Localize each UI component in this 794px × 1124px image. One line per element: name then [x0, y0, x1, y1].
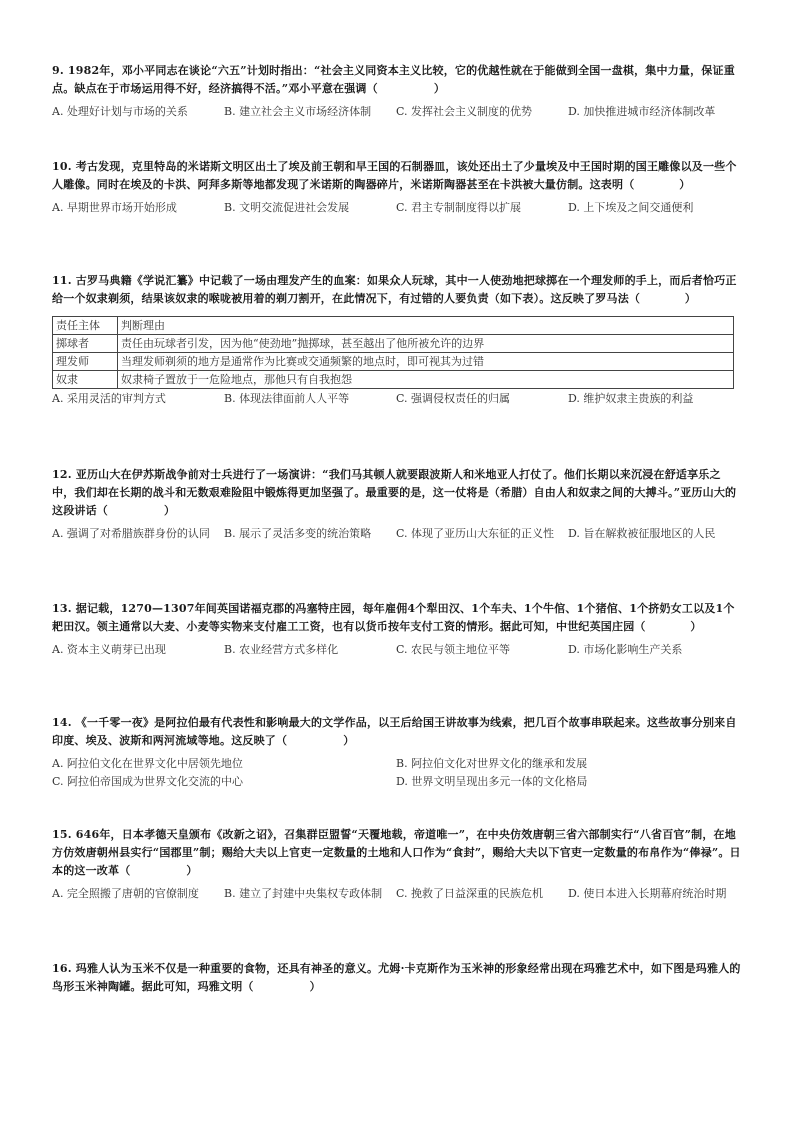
option-c[interactable]: C. 君主专制制度得以扩展	[396, 201, 522, 214]
question-16	[52, 960, 742, 996]
question-10	[52, 158, 742, 216]
table-row	[53, 353, 734, 371]
question-stem: 9. 1982年，邓小平同志在谈论“六五”计划时指出：“社会主义同资本主义比较，它的优越性就在于能做到全国一盘棋，集中力量，保证重点。缺点在于市场运用得不好，经济搞得不活。”邓小平意在强调（ ）	[52, 64, 735, 95]
question-11	[52, 272, 742, 407]
question-9	[52, 62, 742, 120]
option-a[interactable]: A. 采用灵活的审判方式	[52, 392, 166, 405]
question-15	[52, 826, 742, 902]
table-cell: 奴隶椅子置放于一危险地点，那他只有自我抱怨	[118, 371, 734, 389]
option-a[interactable]: A. 早期世界市场开始形成	[52, 201, 177, 214]
table-cell: 当理发师剃须的地方是通常作为比赛或交通频繁的地点时，即可视其为过错	[118, 353, 734, 371]
option-d[interactable]: D. 使日本进入长期幕府统治时期	[568, 887, 727, 900]
question-stem: 12. 亚历山大在伊苏斯战争前对士兵进行了一场演讲：“我们马其顿人就要跟波斯人和米地亚人打仗了。他们长期以来沉浸在舒适享乐之中，我们却在长期的战斗和无数艰难险阻中锻炼得更加坚强了。最重要的是，这一仗将是（希腊）自由人和奴隶之间的大搏斗。”亚历山大的这段讲话（ ）	[52, 468, 737, 517]
question-13	[52, 600, 742, 658]
option-c[interactable]: C. 阿拉伯帝国成为世界文化交流的中心	[52, 775, 244, 788]
option-d[interactable]: D. 世界文明呈现出多元一体的文化格局	[396, 775, 588, 788]
options-row	[52, 642, 742, 658]
option-a[interactable]: A. 完全照搬了唐朝的官僚制度	[52, 887, 199, 900]
question-stem: 11. 古罗马典籍《学说汇纂》中记载了一场由理发产生的血案：如果众人玩球，其中一人使劲地把球掷在一个理发师的手上，而后者恰巧正给一个奴隶剃须，结果该奴隶的喉咙被用着的剃刀割开，在此情况下，有过错的人要负责（如下表）。这反映了罗马法（ ）	[52, 274, 737, 305]
option-a[interactable]: A. 强调了对希腊族群身份的认同	[52, 527, 210, 540]
option-d[interactable]: D. 旨在解救被征服地区的人民	[568, 527, 716, 540]
options-grid	[52, 756, 742, 790]
table-cell: 奴隶	[53, 371, 118, 389]
responsibility-table	[52, 316, 734, 389]
option-c[interactable]: C. 发挥社会主义制度的优势	[396, 105, 533, 118]
table-header-row	[53, 317, 734, 335]
option-b[interactable]: B. 文明交流促进社会发展	[224, 201, 350, 214]
question-stem: 13. 据记载，1270—1307年间英国诺福克郡的冯塞特庄园，每年雇佣4个犁田汉、1个车夫、1个牛倌、1个猪倌、1个挤奶女工以及1个耙田汉。领主通常以大麦、小麦等实物来支付雇工工资，也有以货币按年支付工资的情形。据此可知，中世纪英国庄园（ ）	[52, 602, 735, 633]
question-14	[52, 714, 742, 790]
option-d[interactable]: D. 上下埃及之间交通便利	[568, 201, 694, 214]
option-d[interactable]: D. 加快推进城市经济体制改革	[568, 105, 716, 118]
option-b[interactable]: B. 农业经营方式多样化	[224, 643, 339, 656]
option-b[interactable]: B. 建立了封建中央集权专政体制	[224, 887, 383, 900]
table-cell: 责任主体	[53, 317, 118, 335]
table-cell: 责任由玩球者引发，因为他“使劲地”抛掷球，甚至越出了他所被允许的边界	[118, 335, 734, 353]
options-row	[52, 526, 742, 542]
option-b[interactable]: B. 阿拉伯文化对世界文化的继承和发展	[396, 757, 588, 770]
options-row	[52, 104, 742, 120]
question-12	[52, 466, 742, 542]
table-cell: 判断理由	[118, 317, 734, 335]
option-d[interactable]: D. 市场化影响生产关系	[568, 643, 683, 656]
option-a[interactable]: A. 处理好计划与市场的关系	[52, 105, 188, 118]
options-row	[52, 391, 742, 407]
option-b[interactable]: B. 体现法律面前人人平等	[224, 392, 350, 405]
option-c[interactable]: C. 农民与领主地位平等	[396, 643, 511, 656]
table-row	[53, 335, 734, 353]
question-stem: 15. 646年，日本孝德天皇颁布《改新之诏》，召集群臣盟誓“天覆地载，帝道唯一”，在中央仿效唐朝三省六部制实行“八省百官”制，在地方仿效唐朝州县实行“国郡里”制；赐给大夫以上官吏一定数量的土地和人口作为“食封”，赐给大夫以下官吏一定数量的布帛作为“俸禄”。日本的这一改革（ ）	[52, 828, 741, 877]
options-row	[52, 886, 742, 902]
question-stem: 10. 考古发现，克里特岛的米诺斯文明区出土了埃及前王朝和早王国的石制器皿，该处还出土了少量埃及中王国时期的国王雕像以及一些个人雕像。同时在埃及的卡洪、阿拜多斯等地都发现了米诺斯的陶器碎片，米诺斯陶器甚至在卡洪被大量仿制。这表明（ ）	[52, 160, 737, 191]
option-d[interactable]: D. 维护奴隶主贵族的利益	[568, 392, 694, 405]
option-c[interactable]: C. 强调侵权责任的归属	[396, 392, 511, 405]
option-c[interactable]: C. 体现了亚历山大东征的正义性	[396, 527, 555, 540]
question-stem: 16. 玛雅人认为玉米不仅是一种重要的食物，还具有神圣的意义。尤姆·卡克斯作为玉米神的形象经常出现在玛雅艺术中，如下图是玛雅人的鸟形玉米神陶罐。据此可知，玛雅文明（ ）	[52, 962, 741, 993]
option-a[interactable]: A. 资本主义萌芽已出现	[52, 643, 166, 656]
option-c[interactable]: C. 挽救了日益深重的民族危机	[396, 887, 544, 900]
table-cell: 理发师	[53, 353, 118, 371]
option-b[interactable]: B. 建立社会主义市场经济体制	[224, 105, 372, 118]
option-b[interactable]: B. 展示了灵活多变的统治策略	[224, 527, 372, 540]
table-row	[53, 371, 734, 389]
option-a[interactable]: A. 阿拉伯文化在世界文化中居领先地位	[52, 757, 243, 770]
options-row	[52, 200, 742, 216]
question-stem: 14. 《一千零一夜》是阿拉伯最有代表性和影响最大的文学作品，以王后给国王讲故事为线索，把几百个故事串联起来。这些故事分别来自印度、埃及、波斯和两河流域等地。这反映了（ ）	[52, 716, 737, 747]
table-cell: 掷球者	[53, 335, 118, 353]
